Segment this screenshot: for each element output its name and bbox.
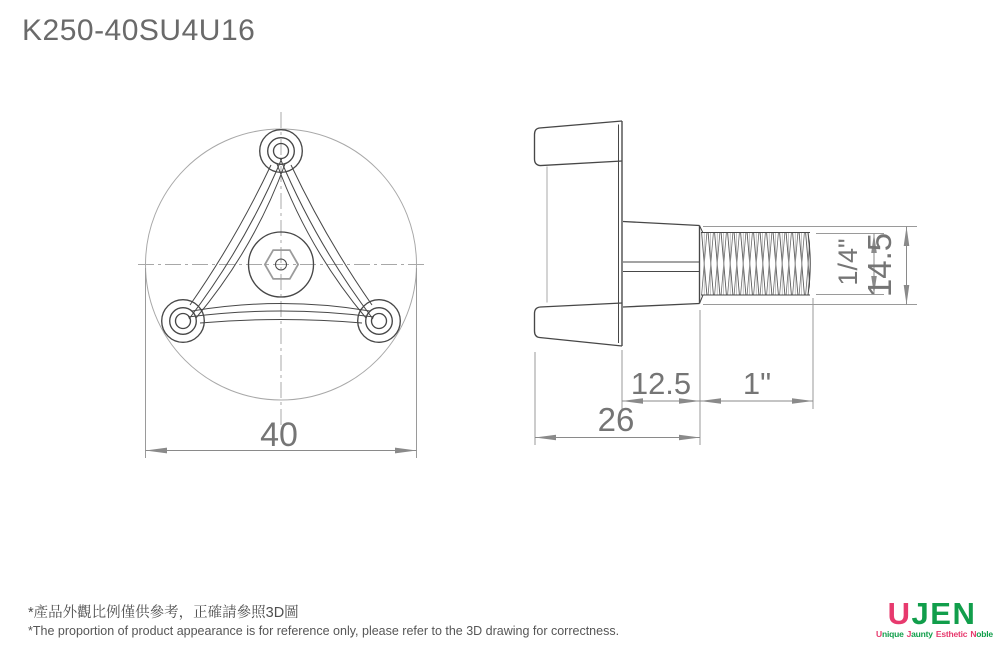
tagline-word: aunty	[911, 629, 933, 639]
arrowhead	[904, 227, 910, 247]
tagline-word: nique	[881, 629, 904, 639]
tagline-word: N	[970, 629, 977, 639]
logo-tagline	[876, 629, 993, 639]
arrowhead	[146, 448, 168, 454]
thread-hatch	[701, 233, 810, 296]
dim-front-diameter-label: 40	[260, 416, 298, 454]
head-top-outline	[535, 121, 623, 166]
dim-head-plus-hub-label: 26	[597, 401, 635, 438]
lobe-outer-circle	[162, 300, 205, 343]
lobe-middle-circle	[366, 308, 393, 335]
web-line	[291, 165, 372, 305]
head-bottom-outline	[535, 303, 623, 346]
lobe-inner-circle	[176, 314, 191, 329]
threaded-stud	[701, 233, 810, 296]
lobe-outer-circle	[358, 300, 401, 343]
logo-wordmark	[876, 596, 988, 631]
arrowhead	[395, 448, 417, 454]
arrowhead	[792, 398, 813, 404]
dimension-hub-and-thread-length	[535, 298, 813, 445]
note-chinese: *產品外觀比例僅供參考，正確請參照3D圖	[28, 605, 299, 621]
web-line	[190, 165, 271, 305]
tagline-word: sthetic	[941, 629, 968, 639]
tagline-word: E	[935, 629, 942, 639]
hub-bottom-edge	[623, 304, 700, 308]
hub	[623, 222, 703, 308]
part-number-title: K250-40SU4U16	[22, 14, 256, 47]
front-view	[138, 112, 424, 458]
lobe-bottom-right	[358, 300, 401, 343]
lobe-inner-circle	[372, 314, 387, 329]
arrowhead	[700, 398, 721, 404]
dim-thread-diameter-label: 1/4"	[833, 238, 863, 286]
logo-letters-jen: JEN	[911, 596, 977, 631]
dim-thread-length-label: 1"	[742, 366, 772, 401]
arrowhead	[535, 435, 556, 441]
logo-letter-u: U	[887, 596, 912, 631]
hub-top-edge	[623, 222, 700, 226]
footer-notes	[28, 603, 619, 639]
tagline-word: U	[876, 629, 882, 639]
knob-head-profile	[535, 121, 623, 346]
lobe-middle-circle	[170, 308, 197, 335]
dim-hub-length-label: 12.5	[630, 366, 692, 401]
arrowhead	[679, 435, 700, 441]
note-english: *The proportion of product appearance is for reference only, please refer to the 3D drawing for correctness.	[28, 624, 620, 638]
lobe-bottom-left	[162, 300, 205, 343]
dim-hub-diameter-label: 14.5	[861, 232, 898, 298]
side-view	[535, 121, 918, 445]
tagline-word: oble	[976, 629, 993, 639]
ujen-logo	[876, 596, 993, 639]
arrowhead	[904, 285, 910, 305]
tagline-word: J	[906, 629, 912, 639]
